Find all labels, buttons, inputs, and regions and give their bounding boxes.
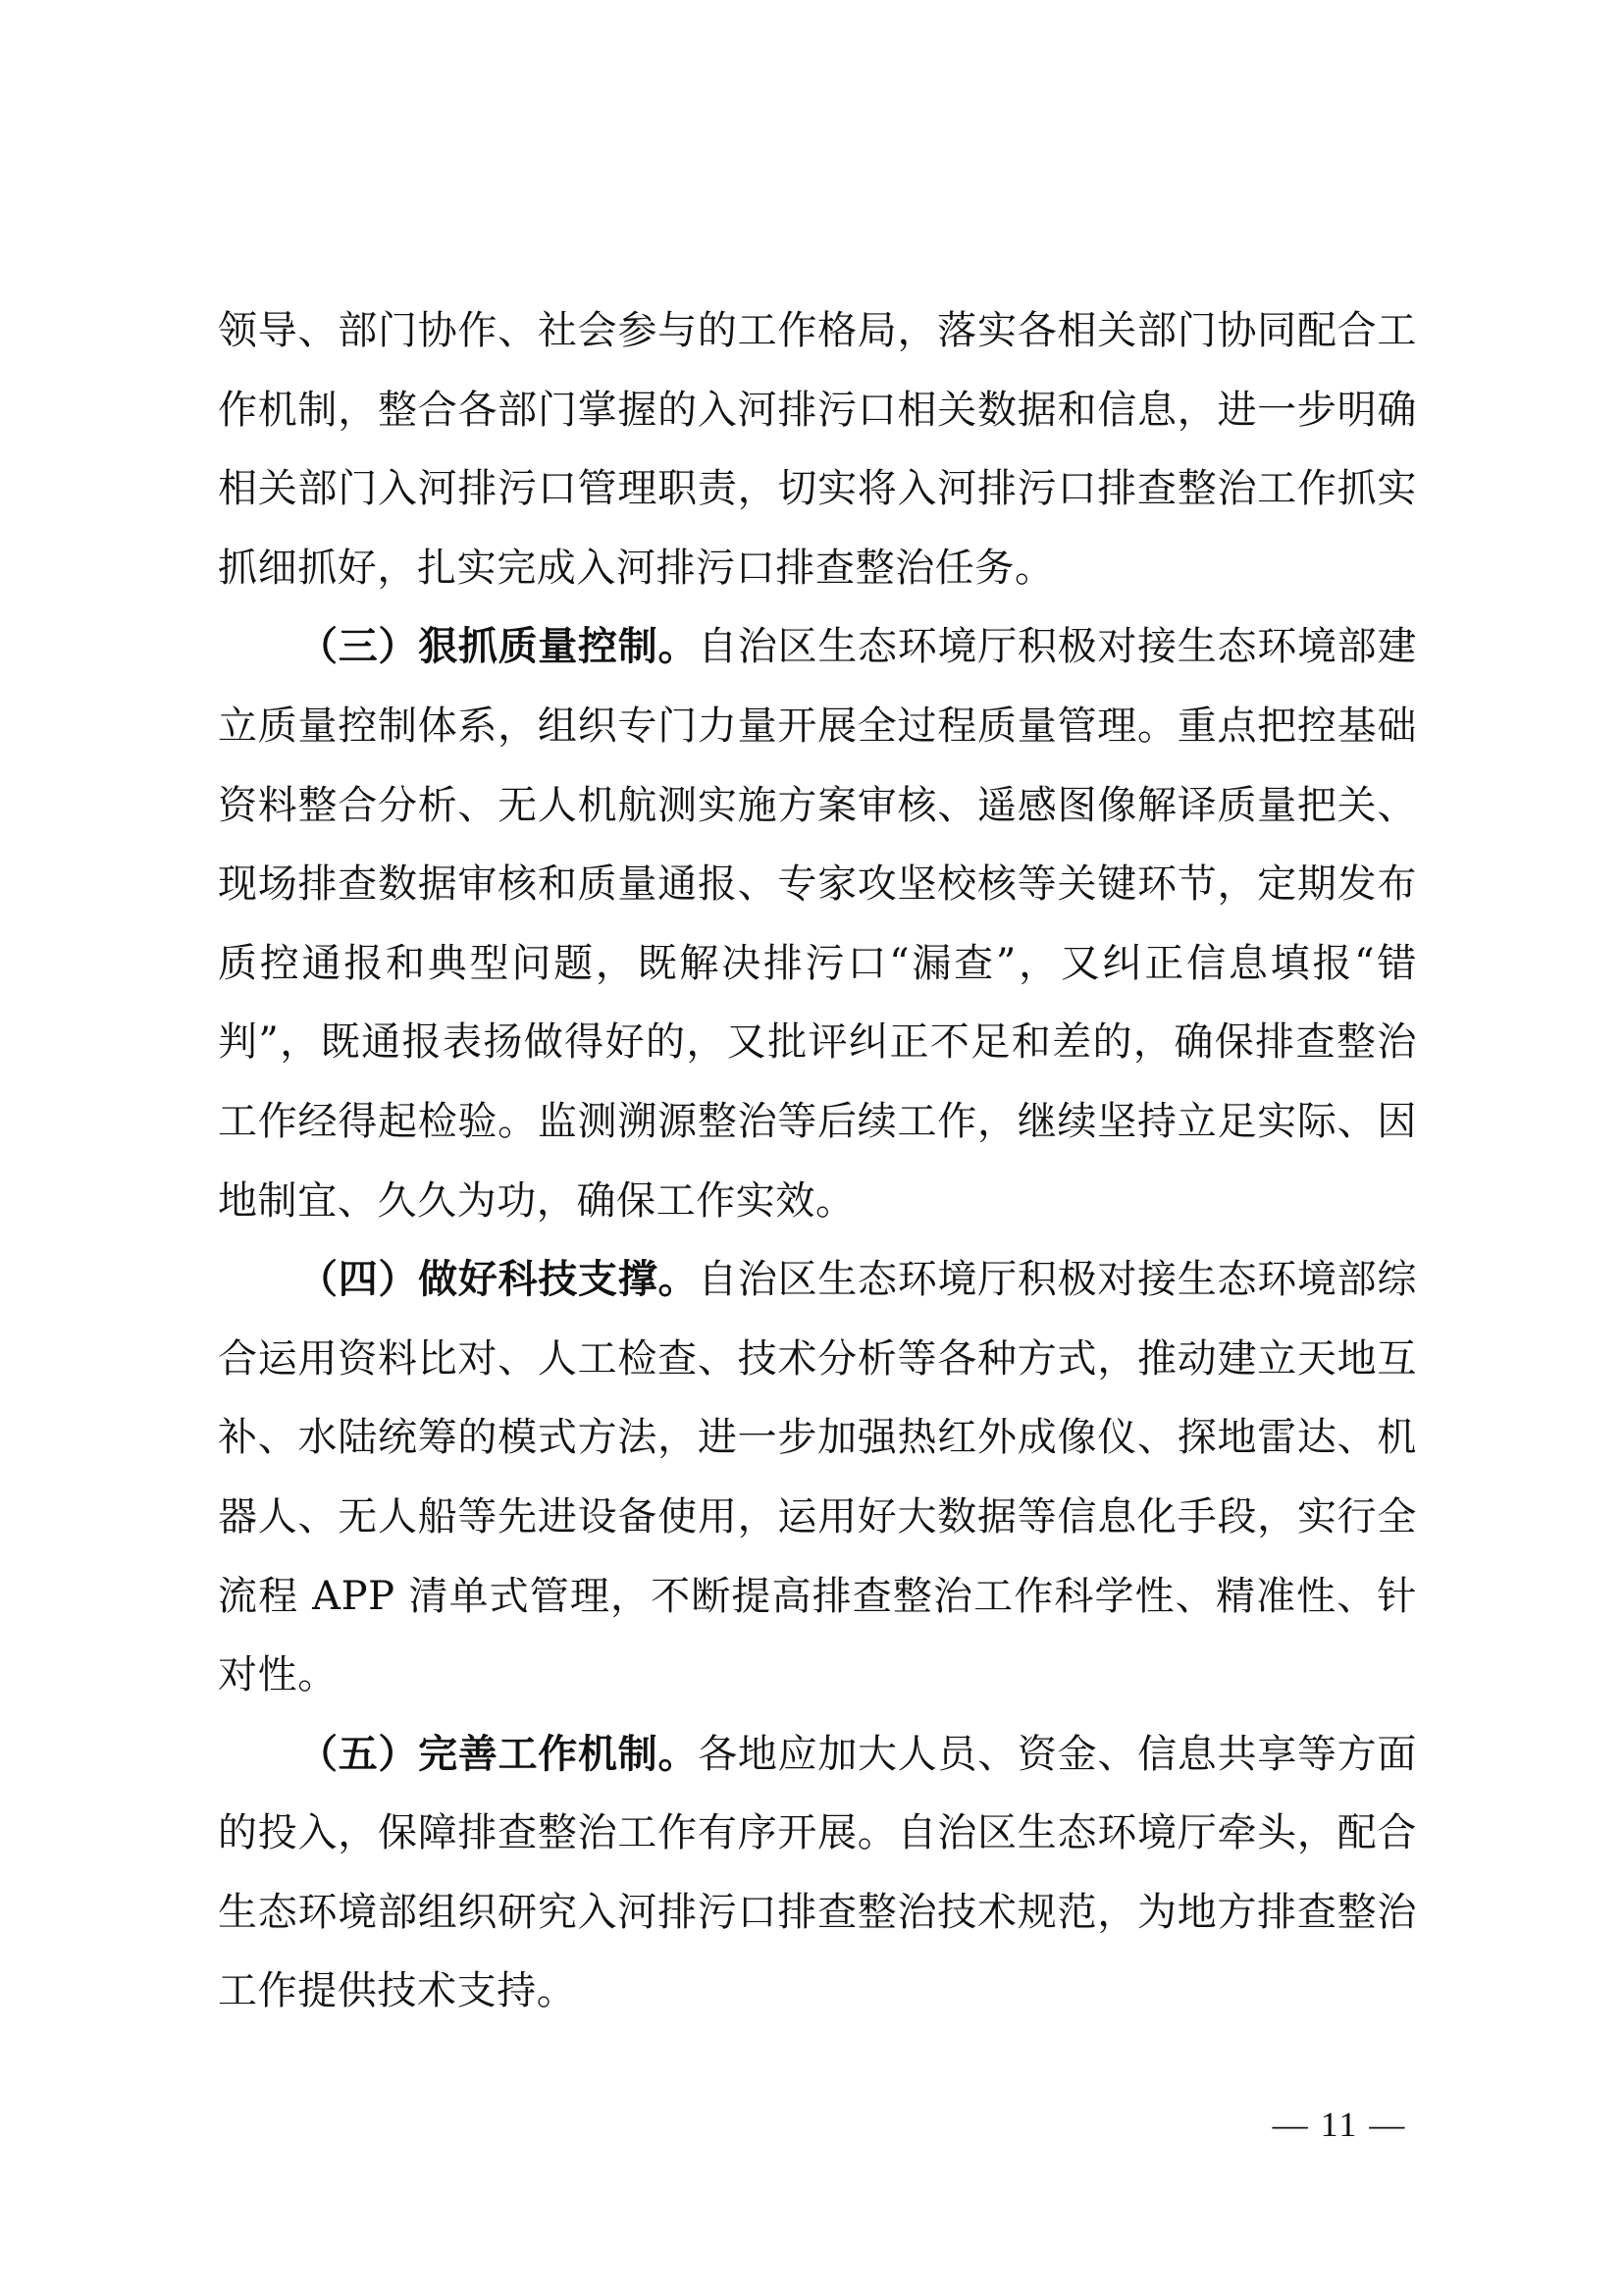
paragraph-work-mechanism	[218, 1715, 1417, 2031]
section-heading: （五）完善工作机制。	[298, 1731, 699, 1777]
section-heading: （四）做好科技支撑。	[298, 1257, 699, 1303]
paragraph-text: 各地应加大人员、资金、信息共享等方面的投入，保障排查整治工作有序开展。自治区生态环境厅牵头，配合生态环境部组织研究入河排污口排查整治技术规范，为地方排查整治工作提供技术支持。	[218, 1731, 1417, 2014]
paragraph-text: 自治区生态环境厅积极对接生态环境部综合运用资料比对、人工检查、技术分析等各种方式，推动建立天地互补、水陆统筹的模式方法，进一步加强热红外成像仪、探地雷达、机器人、无人船等先进设备使用，运用好大数据等信息化手段，实行全流程 APP 清单式管理，不断提高排查整治工作科学性、精准性、针对性。	[218, 1257, 1417, 1698]
paragraph-quality-control	[218, 607, 1417, 1240]
paragraph-text: 领导、部门协作、社会参与的工作格局，落实各相关部门协同配合工作机制，整合各部门掌握的入河排污口相关数据和信息，进一步明确相关部门入河排污口管理职责，切实将入河排污口排查整治工作抓实抓细抓好，扎实完成入河排污口排查整治任务。	[218, 308, 1417, 591]
paragraph-continuation	[218, 291, 1417, 607]
paragraph-text: 自治区生态环境厅积极对接生态环境部建立质量控制体系，组织专门力量开展全过程质量管理。重点把控基础资料整合分析、无人机航测实施方案审核、遥感图像解译质量把关、现场排查数据审核和质量通报、专家攻坚校核等关键环节，定期发布质控通报和典型问题，既解决排污口“漏查”，又纠正信息填报“错判”，既通报表扬做得好的，又批评纠正不足和差的，确保排查整治工作经得起检验。监测溯源整治等后续工作，继续坚持立足实际、因地制宜、久久为功，确保工作实效。	[218, 624, 1417, 1224]
document-body	[218, 291, 1417, 2031]
paragraph-tech-support	[218, 1240, 1417, 1715]
section-heading: （三）狠抓质量控制。	[298, 624, 699, 670]
page-number: — 11 —	[1272, 2105, 1407, 2144]
